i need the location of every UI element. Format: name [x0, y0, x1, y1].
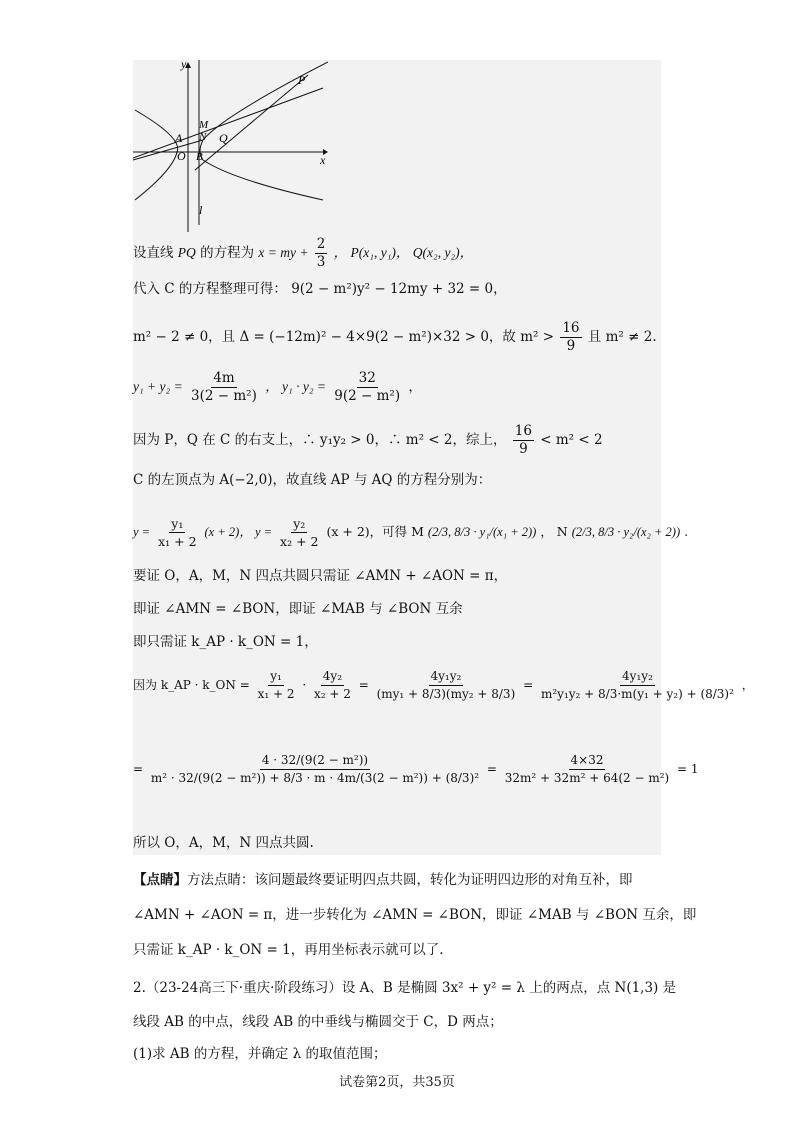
math: (x + 2)， y =	[204, 525, 273, 539]
point-label-q: Q	[219, 131, 228, 145]
proof-goal-line: 要证 O，A，M，N 四点共圆只需证 ∠AMN + ∠AON = π，	[133, 568, 508, 584]
numerator: y₁	[171, 516, 184, 531]
discriminant-line	[133, 320, 657, 355]
line-pq-equation	[133, 236, 473, 271]
denominator: 3	[316, 254, 326, 270]
vertex-line: C 的左顶点为 A(−2,0)，故直线 AP 与 AQ 的方程分别为：	[133, 472, 492, 488]
comment-line-1	[133, 870, 633, 890]
denominator: 9	[519, 441, 528, 457]
comment-line-2: ∠AMN + ∠AON = π，进一步转化为 ∠AMN = ∠BON，即证 ∠MAB 与 ∠BON 互余，即	[133, 907, 697, 923]
math: 因为 P，Q 在 C 的右支上，∴ y₁y₂ > 0，∴ m² < 2，综上，	[133, 432, 507, 448]
fraction	[256, 668, 297, 703]
math: 且 m² ≠ 2.	[587, 329, 657, 345]
point-label-b: B	[196, 151, 203, 163]
denominator: m²y₁y₂ + 8/3·m(y₁ + y₂) + (8/3)²	[540, 687, 734, 701]
substitution-line: 代入 C 的方程整理可得： 9(2 − m²)y² − 12my + 32 = 0，	[133, 281, 507, 297]
symbol-pq: PQ	[177, 245, 196, 260]
math: =	[523, 678, 534, 692]
numerator: 2	[316, 236, 326, 252]
math: x = my +	[258, 245, 309, 260]
comment-tag: 【点睛】	[133, 872, 187, 888]
fraction	[278, 515, 320, 550]
fraction	[375, 668, 518, 703]
math: =	[486, 762, 497, 776]
denominator: 9(2 − m²)	[334, 388, 401, 404]
numerator: 4y₁y₂	[429, 668, 464, 686]
ap-aq-equations-line	[133, 515, 688, 550]
math: y₁ + y₂ =	[133, 379, 183, 394]
page-footer: 试卷第2页，共35页	[339, 1075, 455, 1090]
axis-label-y: y	[181, 60, 187, 71]
math: ， N	[540, 524, 568, 539]
numerator: 4×32	[569, 752, 606, 770]
numerator: 4m	[213, 370, 235, 386]
text: 的方程为	[200, 245, 255, 261]
fraction	[513, 423, 534, 458]
denominator: x₂ + 2	[280, 534, 319, 549]
math: ，	[741, 678, 754, 692]
numerator: 16	[514, 423, 532, 439]
math: =	[358, 678, 369, 692]
numerator: 4y₂	[321, 668, 344, 686]
numerator: y₁	[268, 668, 284, 686]
math: m² − 2 ≠ 0，且 Δ = (−12m)² − 4×9(2 − m²)×32 > 0，故 m² >	[133, 329, 555, 345]
fraction	[315, 236, 328, 271]
fraction	[503, 752, 671, 787]
numerator: 16	[562, 320, 580, 336]
math: ，	[408, 379, 422, 395]
fraction	[539, 668, 736, 703]
conclusion-line: 所以 O，A，M，N 四点共圆.	[133, 835, 314, 851]
math: =	[133, 762, 144, 776]
problem-line-3: (1)求 AB 的方程，并确定 λ 的取值范围；	[133, 1046, 387, 1062]
denominator: 3(2 − m²)	[191, 388, 257, 404]
line-pq	[195, 75, 308, 170]
point-m: (2/3, 8/3 · y₁/(x₁ + 2))	[427, 525, 537, 539]
math: ， P(x₁, y₁)， Q(x₂, y₂)，	[333, 245, 474, 260]
proof-goal-2-line: 即证 ∠AMN = ∠BON，即证 ∠MAB 与 ∠BON 互余	[133, 601, 463, 617]
problem-line-1: 2.（23-24高三下·重庆·阶段练习）设 A、B 是椭圆 3x² + y² = λ 上的两点，点 N(1,3) 是	[133, 980, 677, 996]
comment-text: 方法点睛：该问题最终要证明四点共圆，转化为证明四边形的对角互补，即	[187, 872, 633, 888]
vieta-line	[133, 370, 422, 405]
numerator: 32	[358, 370, 376, 386]
fraction	[149, 752, 481, 787]
text: 设直线	[133, 245, 174, 261]
point-label-n: N	[199, 131, 207, 143]
line-label-l: l	[199, 203, 203, 217]
point-label-a: A	[175, 131, 183, 145]
substituted-line	[133, 752, 699, 787]
denominator: x₂ + 2	[313, 687, 351, 701]
math: .	[684, 524, 689, 539]
denominator: 9	[566, 338, 576, 354]
slope-product-line	[133, 668, 754, 703]
numerator: y₂	[293, 516, 306, 531]
math: y =	[133, 525, 151, 539]
math: ·	[302, 678, 307, 692]
line-ap	[133, 88, 323, 158]
point-n: (2/3, 8/3 · y₂/(x₂ + 2))	[571, 525, 681, 539]
problem-line-2: 线段 AB 的中点，线段 AB 的中垂线与椭圆交于 C，D 两点；	[133, 1014, 503, 1030]
hyperbola-graph	[133, 60, 328, 232]
numerator: 4 · 32/(9(2 − m²))	[260, 752, 370, 770]
denominator: x₁ + 2	[257, 687, 295, 701]
fraction	[189, 370, 259, 405]
fraction	[332, 370, 402, 405]
numerator: 4y₁y₂	[620, 668, 655, 686]
math: < m² < 2	[540, 432, 603, 448]
denominator: x₁ + 2	[158, 534, 197, 549]
fraction	[560, 320, 581, 355]
axis-label-x: x	[320, 153, 326, 167]
point-label-o: O	[177, 149, 186, 163]
math: = 1	[677, 762, 699, 776]
denominator: m² · 32/(9(2 − m²)) + 8/3 · m · 4m/(3(2 − m²)) + (8/3)²	[150, 771, 480, 785]
math: 因为 k_AP · k_ON =	[133, 678, 250, 692]
denominator: 32m² + 32m² + 64(2 − m²)	[504, 771, 670, 785]
line-aq	[133, 140, 203, 160]
proof-goal-3-line: 即只需证 k_AP · k_ON = 1，	[133, 634, 318, 650]
comment-line-3: 只需证 k_AP · k_ON = 1，再用坐标表示就可以了.	[133, 942, 444, 958]
fraction	[312, 668, 353, 703]
point-label-m: M	[199, 119, 209, 131]
point-label-p: P	[298, 73, 306, 87]
range-line	[133, 423, 603, 458]
denominator: (my₁ + 8/3)(my₂ + 8/3)	[376, 687, 516, 701]
math: ， y₁ · y₂ =	[265, 379, 326, 394]
fraction	[156, 515, 198, 550]
math: (x + 2)，可得 M	[326, 524, 424, 539]
